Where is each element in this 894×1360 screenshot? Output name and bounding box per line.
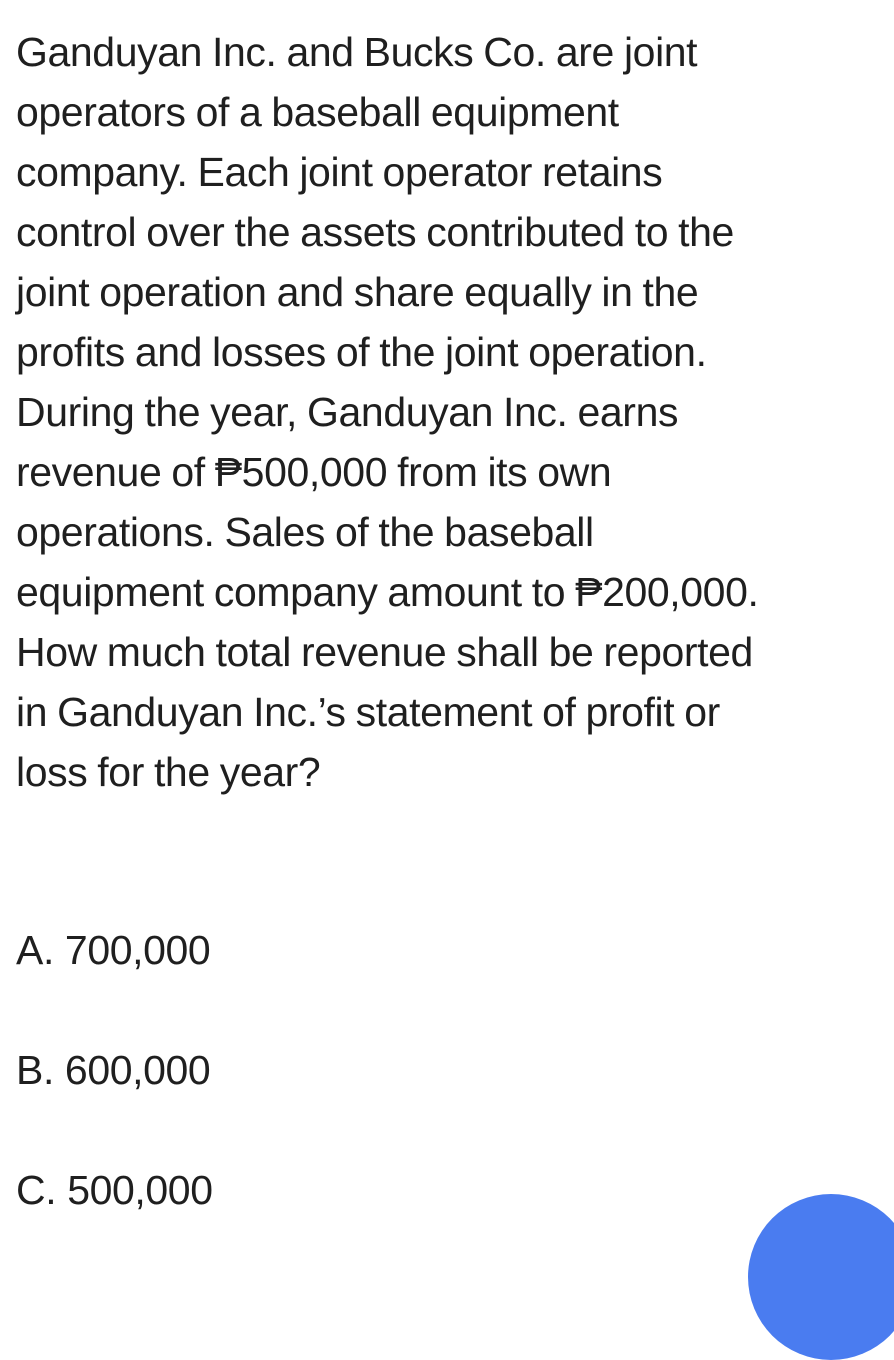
question-text [16, 22, 876, 802]
option-a[interactable]: A. 700,000 [16, 927, 211, 973]
question-line: During the year, Ganduyan Inc. earns [16, 389, 679, 435]
question-line: joint operation and share equally in the [16, 269, 699, 315]
question-line: revenue of ₱500,000 from its own [16, 449, 612, 495]
question-line: control over the assets contributed to the [16, 209, 734, 255]
question-line: operators of a baseball equipment [16, 89, 619, 135]
question-line: How much total revenue shall be reported [16, 629, 753, 675]
question-line: Ganduyan Inc. and Bucks Co. are joint [16, 29, 698, 75]
question-line: in Ganduyan Inc.’s statement of profit or [16, 689, 720, 735]
option-c[interactable]: C. 500,000 [16, 1167, 213, 1213]
question-line: equipment company amount to ₱200,000. [16, 569, 759, 615]
question-line: operations. Sales of the baseball [16, 509, 594, 555]
question-line: company. Each joint operator retains [16, 149, 663, 195]
option-b[interactable]: B. 600,000 [16, 1047, 211, 1093]
question-line: loss for the year? [16, 749, 321, 795]
floating-action-button[interactable] [748, 1194, 894, 1360]
question-line: profits and losses of the joint operation. [16, 329, 707, 375]
